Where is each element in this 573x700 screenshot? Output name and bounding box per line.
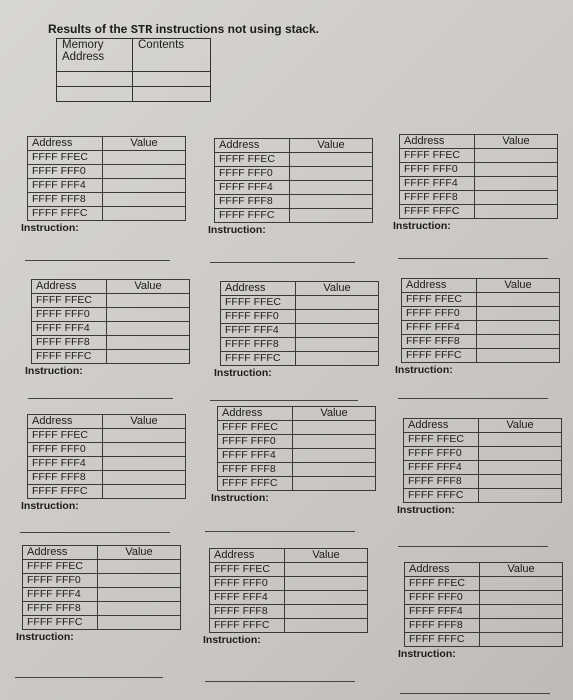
value-cell [480,619,563,633]
memory-block [211,406,376,504]
answer-line [28,398,173,399]
instruction-label: Instruction: [395,364,453,376]
table-row [28,443,186,457]
address-header: Address [28,415,103,429]
table-row [218,435,376,449]
table-row [404,489,562,503]
table-row [32,294,190,308]
address-cell: FFFF FFF8 [23,602,98,616]
value-header: Value [103,415,186,429]
table-row [23,602,181,616]
memory-table [31,279,190,364]
summary-cell [57,72,133,87]
table-row [218,449,376,463]
table-row [221,338,379,352]
value-cell [296,296,379,310]
table-row [405,619,563,633]
address-cell: FFFF FFF4 [23,588,98,602]
memory-block [393,134,558,232]
table-row [221,310,379,324]
table-row [402,307,560,321]
value-cell [98,616,181,630]
value-cell [285,563,368,577]
address-cell: FFFF FFF0 [404,447,479,461]
table-row [405,591,563,605]
value-cell [103,151,186,165]
instruction-label: Instruction: [208,224,266,236]
table-row [23,588,181,602]
value-cell [285,577,368,591]
value-cell [477,335,560,349]
table-row [400,163,558,177]
address-cell: FFFF FFFC [215,209,290,223]
address-cell: FFFF FFFC [32,350,107,364]
answer-line [400,693,550,694]
address-header: Address [32,280,107,294]
address-cell: FFFF FFFC [402,349,477,363]
value-header: Value [107,280,190,294]
table-row [400,205,558,219]
address-cell: FFFF FFF4 [28,457,103,471]
memory-block [16,545,181,643]
address-cell: FFFF FFEC [32,294,107,308]
value-header: Value [480,563,563,577]
instruction-label: Instruction: [21,500,79,512]
worksheet-title: Results of the STR instructions not using stack. [48,22,319,37]
value-cell [98,602,181,616]
table-row [400,177,558,191]
instruction-label: Instruction: [16,631,74,643]
instruction-label: Instruction: [398,648,456,660]
value-cell [477,307,560,321]
table-row [28,471,186,485]
value-cell [293,449,376,463]
address-cell: FFFF FFFC [400,205,475,219]
table-row [23,616,181,630]
table-row [402,293,560,307]
address-cell: FFFF FFF0 [221,310,296,324]
value-cell [285,619,368,633]
summary-cell [133,87,211,102]
memory-block [21,136,186,234]
table-row [404,447,562,461]
table-row [32,336,190,350]
summary-cell [57,87,133,102]
table-row [218,477,376,491]
value-cell [296,338,379,352]
table-row [32,350,190,364]
table-row [402,335,560,349]
value-header: Value [98,546,181,560]
table-row [405,605,563,619]
answer-line [398,546,548,547]
table-row [28,193,186,207]
value-cell [475,163,558,177]
address-cell: FFFF FFFC [23,616,98,630]
memory-block [21,414,186,512]
table-row [28,207,186,221]
answer-line [205,681,355,682]
value-cell [479,475,562,489]
value-cell [477,293,560,307]
answer-line [205,531,355,532]
memory-block [395,278,560,376]
memory-table [22,545,181,630]
address-cell: FFFF FFF0 [210,577,285,591]
address-header: Address [221,282,296,296]
table-row [210,591,368,605]
value-cell [285,605,368,619]
value-header: Value [293,407,376,421]
memory-block [25,279,190,377]
value-cell [290,209,373,223]
value-header: Value [479,419,562,433]
address-cell: FFFF FFF0 [32,308,107,322]
value-header: Value [290,139,373,153]
memory-table [27,414,186,499]
table-row [210,577,368,591]
address-cell: FFFF FFEC [28,151,103,165]
memory-address-header: Memory Address [57,39,133,72]
value-cell [475,191,558,205]
table-row [405,633,563,647]
address-cell: FFFF FFEC [221,296,296,310]
value-cell [107,350,190,364]
value-cell [103,457,186,471]
address-header: Address [215,139,290,153]
memory-block [208,138,373,236]
table-row [400,191,558,205]
address-cell: FFFF FFF0 [402,307,477,321]
table-row [215,153,373,167]
address-cell: FFFF FFF4 [218,449,293,463]
value-cell [479,489,562,503]
memory-table [403,418,562,503]
instruction-label: Instruction: [214,367,272,379]
memory-table [404,562,563,647]
answer-line [398,258,548,259]
value-header: Value [477,279,560,293]
address-header: Address [218,407,293,421]
address-cell: FFFF FFF8 [215,195,290,209]
address-cell: FFFF FFFC [210,619,285,633]
memory-table [220,281,379,366]
address-cell: FFFF FFEC [210,563,285,577]
address-cell: FFFF FFEC [215,153,290,167]
instruction-label: Instruction: [211,492,269,504]
address-header: Address [23,546,98,560]
value-cell [103,179,186,193]
table-row [23,560,181,574]
address-cell: FFFF FFEC [402,293,477,307]
table-row [221,324,379,338]
value-cell [98,560,181,574]
value-cell [98,574,181,588]
value-cell [296,352,379,366]
address-cell: FFFF FFF4 [402,321,477,335]
address-cell: FFFF FFF8 [400,191,475,205]
table-row [402,321,560,335]
value-cell [293,435,376,449]
table-row [218,463,376,477]
table-row [28,151,186,165]
summary-table [56,38,211,102]
value-cell [103,471,186,485]
memory-table [27,136,186,221]
address-cell: FFFF FFFC [218,477,293,491]
value-cell [103,485,186,499]
value-cell [290,167,373,181]
memory-block [397,418,562,516]
table-row [400,149,558,163]
address-cell: FFFF FFF8 [218,463,293,477]
table-row [218,421,376,435]
memory-table [217,406,376,491]
address-cell: FFFF FFEC [405,577,480,591]
memory-block [398,562,563,660]
address-header: Address [405,563,480,577]
address-header: Address [210,549,285,563]
memory-block [214,281,379,379]
address-cell: FFFF FFF8 [404,475,479,489]
table-row [23,574,181,588]
value-cell [479,461,562,475]
address-cell: FFFF FFF8 [210,605,285,619]
instruction-label: Instruction: [25,365,83,377]
table-row [32,322,190,336]
address-cell: FFFF FFF0 [400,163,475,177]
value-cell [107,294,190,308]
memory-block [203,548,368,646]
instruction-label: Instruction: [21,222,79,234]
value-cell [293,421,376,435]
value-cell [480,633,563,647]
value-cell [103,443,186,457]
address-cell: FFFF FFF4 [404,461,479,475]
table-row [221,352,379,366]
value-cell [480,577,563,591]
address-cell: FFFF FFFC [28,485,103,499]
value-cell [103,207,186,221]
answer-line [210,400,358,401]
address-header: Address [404,419,479,433]
address-cell: FFFF FFF4 [400,177,475,191]
memory-table [401,278,560,363]
value-cell [107,308,190,322]
value-cell [480,591,563,605]
answer-line [398,398,548,399]
value-cell [293,463,376,477]
table-row [404,461,562,475]
memory-table [209,548,368,633]
value-cell [103,429,186,443]
address-cell: FFFF FFFC [404,489,479,503]
address-cell: FFFF FFEC [28,429,103,443]
value-cell [107,336,190,350]
value-cell [103,165,186,179]
table-row [210,605,368,619]
address-cell: FFFF FFF0 [28,443,103,457]
value-cell [290,195,373,209]
address-cell: FFFF FFFC [221,352,296,366]
address-cell: FFFF FFF4 [32,322,107,336]
address-cell: FFFF FFF8 [32,336,107,350]
instruction-label: Instruction: [393,220,451,232]
address-cell: FFFF FFF4 [215,181,290,195]
memory-table [214,138,373,223]
value-cell [296,324,379,338]
table-row [215,209,373,223]
table-row [28,165,186,179]
table-row [404,433,562,447]
table-row [404,475,562,489]
address-cell: FFFF FFF4 [221,324,296,338]
value-cell [475,177,558,191]
value-header: Value [103,137,186,151]
table-row [215,195,373,209]
table-row [28,485,186,499]
table-row [221,296,379,310]
table-row [215,181,373,195]
address-cell: FFFF FFEC [218,421,293,435]
address-cell: FFFF FFFC [405,633,480,647]
address-cell: FFFF FFF8 [221,338,296,352]
table-row [402,349,560,363]
table-row [215,167,373,181]
value-cell [475,205,558,219]
address-cell: FFFF FFEC [23,560,98,574]
value-cell [290,153,373,167]
summary-cell [133,72,211,87]
value-cell [479,447,562,461]
value-cell [103,193,186,207]
address-cell: FFFF FFF8 [402,335,477,349]
value-cell [293,477,376,491]
address-cell: FFFF FFF4 [405,605,480,619]
value-cell [98,588,181,602]
table-row [210,619,368,633]
address-header: Address [28,137,103,151]
value-cell [480,605,563,619]
value-cell [107,322,190,336]
value-header: Value [475,135,558,149]
address-header: Address [402,279,477,293]
address-cell: FFFF FFF0 [215,167,290,181]
address-cell: FFFF FFF0 [405,591,480,605]
answer-line [25,260,170,261]
address-cell: FFFF FFF4 [210,591,285,605]
value-cell [479,433,562,447]
value-cell [290,181,373,195]
address-cell: FFFF FFF0 [23,574,98,588]
instruction-label: Instruction: [397,504,455,516]
value-cell [296,310,379,324]
value-cell [477,321,560,335]
table-row [32,308,190,322]
address-cell: FFFF FFF8 [28,193,103,207]
memory-table [399,134,558,219]
value-header: Value [285,549,368,563]
table-row [405,577,563,591]
answer-line [210,262,355,263]
answer-line [20,532,170,533]
address-header: Address [400,135,475,149]
address-cell: FFFF FFF4 [28,179,103,193]
value-cell [285,591,368,605]
instruction-label: Instruction: [203,634,261,646]
address-cell: FFFF FFEC [404,433,479,447]
table-row [28,179,186,193]
table-row [210,563,368,577]
contents-header: Contents [133,39,211,72]
table-row [28,429,186,443]
address-cell: FFFF FFF0 [218,435,293,449]
address-cell: FFFF FFEC [400,149,475,163]
table-row [28,457,186,471]
value-header: Value [296,282,379,296]
address-cell: FFFF FFF8 [405,619,480,633]
value-cell [475,149,558,163]
address-cell: FFFF FFF0 [28,165,103,179]
answer-line [15,677,163,678]
address-cell: FFFF FFFC [28,207,103,221]
address-cell: FFFF FFF8 [28,471,103,485]
value-cell [477,349,560,363]
